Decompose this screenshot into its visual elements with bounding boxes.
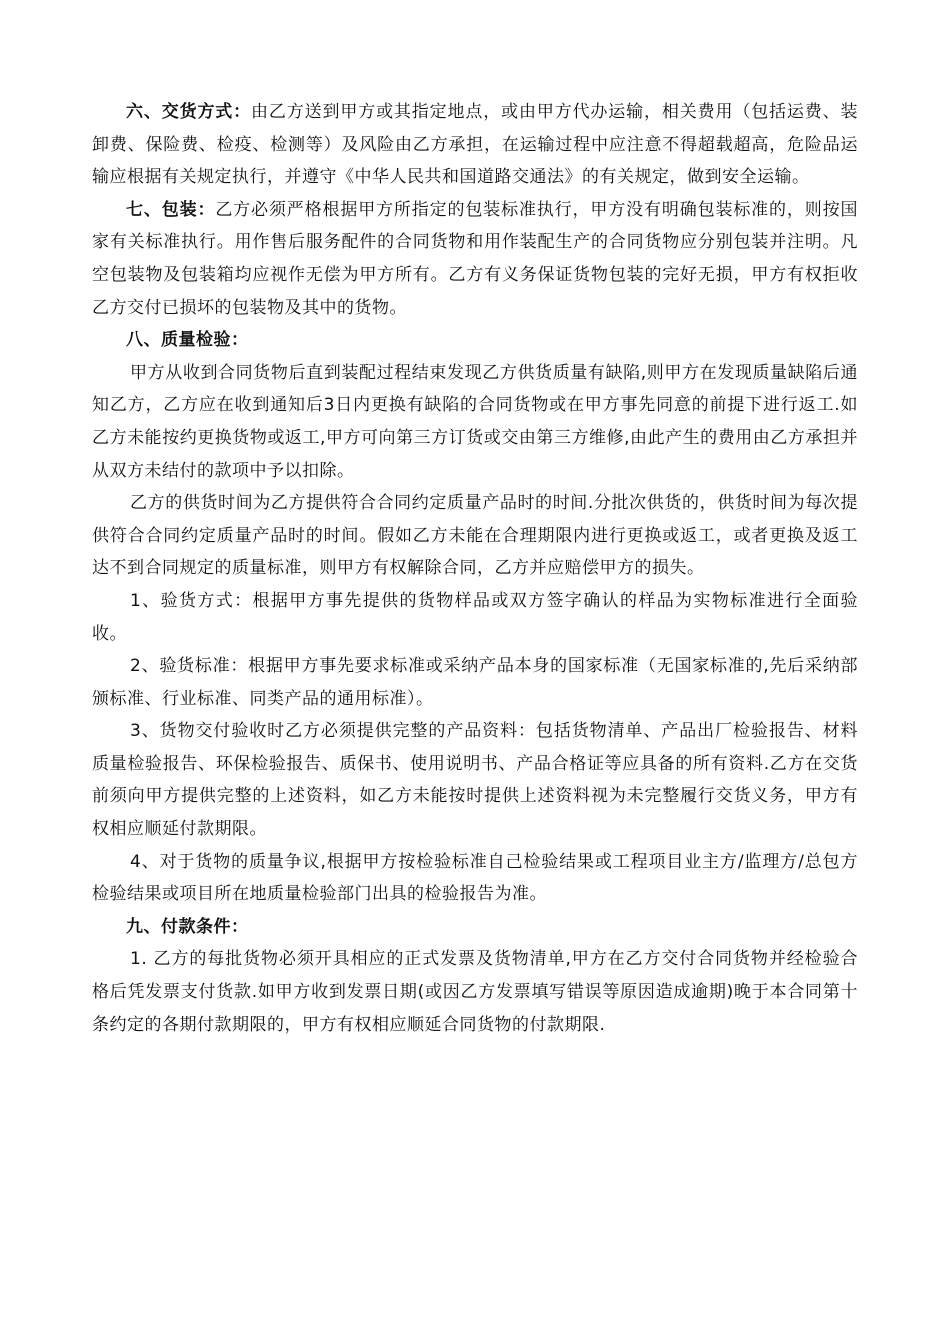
quality-paragraph-2: 乙方的供货时间为乙方提供符合合同约定质量产品时的时间.分批次供货的，供货时间为每次提供符合合同约定质量产品时的时间。假如乙方未能在合理期限内进行更换或返工，或者更换及返工达不到合同规定的质量标准，则甲方有权解除合同，乙方并应赔偿甲方的损失。: [92, 493, 858, 579]
section-text-delivery: 由乙方送到甲方或其指定地点，或由甲方代办运输，相关费用（包括运费、装卸费、保险费、检疫、检测等）及风险由乙方承担，在运输过程中应注意不得超载超高，危险品运输应根据有关规定执行，并遵守《中华人民共和国道路交通法》的有关规定，做到安全运输。: [92, 102, 859, 188]
quality-item-4: 4、对于货物的质量争议,根据甲方按检验标准自己检验结果或工程项目业主方/监理方/总包方检验结果或项目所在地质量检验部门出具的检验报告为准。: [92, 851, 858, 905]
quality-paragraph-1: 甲方从收到合同货物后直到装配过程结束发现乙方供货质量有缺陷,则甲方在发现质量缺陷后通知乙方，乙方应在收到通知后3日内更换有缺陷的合同货物或在甲方事先同意的前提下进行返工.如乙方未能按约更换货物或返工,甲方可向第三方订货或交由第三方维修,由此产生的费用由乙方承担并从双方未结付的款项中予以扣除。: [92, 362, 858, 481]
document-body: [92, 96, 858, 1041]
quality-item-3: 3、货物交付验收时乙方必须提供完整的产品资料：包括货物清单、产品出厂检验报告、材料质量检验报告、环保检验报告、质保书、使用说明书、产品合格证等应具备的所有资料.乙方在交货前须向甲方提供完整的上述资料，如乙方未能按时提供上述资料视为未完整履行交货义务，甲方有权相应顺延付款期限。: [92, 721, 858, 840]
quality-item-1: 1、验货方式：根据甲方事先提供的货物样品或双方签字确认的样品为实物标准进行全面验收。: [92, 590, 858, 644]
section-heading-quality: 八、质量检验：: [126, 330, 249, 351]
section-heading-delivery: 六、交货方式：: [126, 102, 252, 122]
section-delivery: [92, 96, 858, 194]
quality-item-2: 2、验货标准：根据甲方事先要求标准或采纳产品本身的国家标准（无国家标准的,先后采纳部颁标准、行业标准、同类产品的通用标准）。: [92, 656, 858, 709]
section-packaging: [92, 194, 858, 324]
section-heading-packaging: 七、包装：: [126, 199, 216, 220]
section-text-packaging: 乙方必须严格根据甲方所指定的包装标准执行，甲方没有明确包装标准的，则按国家有关标准执行。用作售后服务配件的合同货物和用作装配生产的合同货物应分别包装并注明。凡空包装物及包装箱均应视作无偿为甲方所有。乙方有义务保证货物包装的完好无损，甲方有权拒收乙方交付已损坏的包装物及其中的货物。: [92, 199, 858, 318]
section-heading-payment: 九、付款条件：: [126, 916, 249, 937]
payment-item-1: 1. 乙方的每批货物必须开具相应的正式发票及货物清单,甲方在乙方交付合同货物并经检验合格后凭发票支付货款.如甲方收到发票日期(或因乙方发票填写错误等原因造成逾期)晚于本合同第十条约定的各期付款期限的，甲方有权相应顺延合同货物的付款期限.: [92, 949, 858, 1035]
